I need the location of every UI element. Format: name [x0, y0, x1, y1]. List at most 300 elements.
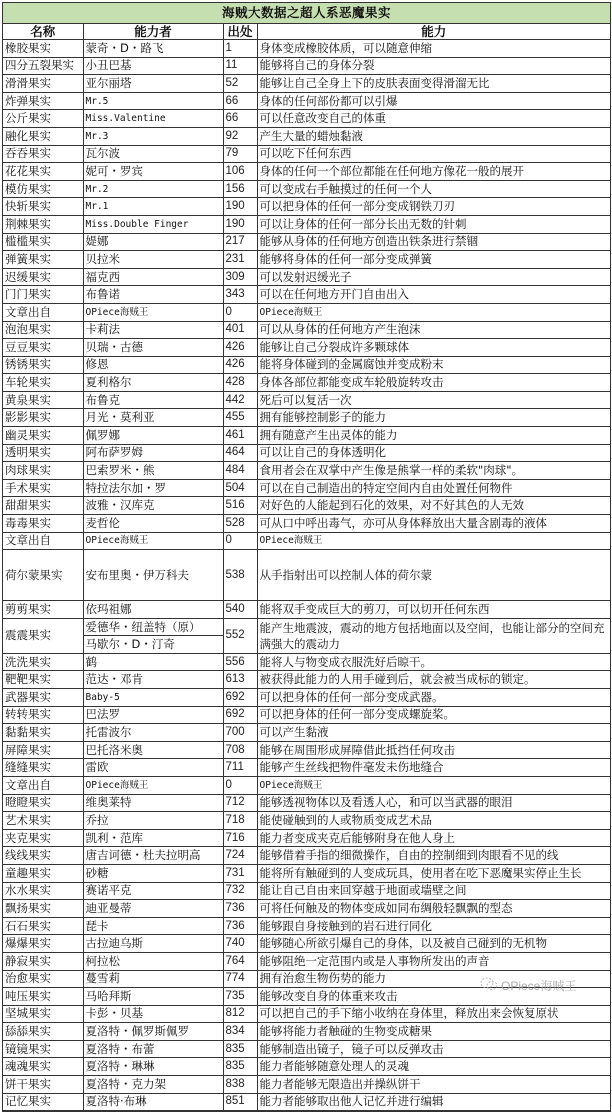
cell-fruit-name: 影影果实 — [3, 409, 83, 427]
cell-ability: 能将所有触碰到的人变成玩具，使用者在吃下恶魔果实停止生长 — [257, 864, 610, 882]
cell-fruit-name: 夹克果实 — [3, 829, 83, 847]
cell-fruit-name: 文章出自 — [3, 776, 83, 794]
cell-ability: 可以把自己的手下缩小收纳在身体里，释放出来会恢复原状 — [257, 1005, 610, 1023]
cell-user: 月光・莫利亚 — [83, 409, 223, 427]
cell-source: 613 — [223, 671, 257, 689]
cell-user: Mr.5 — [83, 92, 223, 110]
table-row — [3, 618, 610, 653]
cell-user: Miss.Double Finger — [83, 215, 223, 233]
table-row — [3, 145, 610, 163]
table-row — [3, 215, 610, 233]
cell-fruit-name: 黏黏果实 — [3, 724, 83, 742]
table-row — [3, 515, 610, 533]
cell-ability: 可以在任何地方开门自由出入 — [257, 286, 610, 304]
cell-source: 724 — [223, 847, 257, 865]
cell-fruit-name: 线线果实 — [3, 847, 83, 865]
cell-ability: 可以发射迟缓光子 — [257, 268, 610, 286]
cell-fruit-name: 四分五裂果实 — [3, 57, 83, 75]
table-row — [3, 724, 610, 742]
cell-user: 阿布萨罗姆 — [83, 444, 223, 462]
cell-fruit-name: 艺术果实 — [3, 812, 83, 830]
cell-ability: 可以任意改变自己的体重 — [257, 110, 610, 128]
cell-ability: 能够改变自身的体重来攻击 — [257, 988, 610, 1006]
table-row — [3, 40, 610, 58]
cell-fruit-name: 童趣果实 — [3, 864, 83, 882]
cell-fruit-name: 幽灵果实 — [3, 427, 83, 445]
cell-ability: 能够跟自身接触到的岩石进行同化 — [257, 917, 610, 935]
table-row — [3, 163, 610, 181]
cell-user: 亚尔丽塔 — [83, 75, 223, 93]
header-ability: 能力 — [257, 24, 610, 40]
table-row — [3, 479, 610, 497]
table-row — [3, 601, 610, 619]
cell-fruit-name: 吨压果实 — [3, 988, 83, 1006]
cell-user: Mr.2 — [83, 180, 223, 198]
cell-user: 巴托洛米奥 — [83, 741, 223, 759]
cell-fruit-name: 石石果实 — [3, 917, 83, 935]
cell-fruit-name: 锈锈果实 — [3, 356, 83, 374]
cell-user: 妮可・罗宾 — [83, 163, 223, 181]
cell-user: 夏洛特・琳琳 — [83, 1058, 223, 1076]
cell-fruit-name: 融化果实 — [3, 127, 83, 145]
cell-fruit-name: 瞪瞪果实 — [3, 794, 83, 812]
cell-fruit-name: 缝缝果实 — [3, 759, 83, 777]
cell-user: 麦哲伦 — [83, 515, 223, 533]
cell-fruit-name: 魂魂果实 — [3, 1058, 83, 1076]
cell-source: 190 — [223, 215, 257, 233]
cell-source: 538 — [223, 550, 257, 601]
cell-fruit-name: 坚城果实 — [3, 1005, 83, 1023]
cell-fruit-name: 透明果实 — [3, 444, 83, 462]
cell-ability: 能让自己自由来回穿越于地面或墙壁之间 — [257, 882, 610, 900]
cell-source: 231 — [223, 251, 257, 269]
cell-fruit-name: 文章出自 — [3, 303, 83, 321]
cell-ability: 能力者能够无限造出并操纵饼干 — [257, 1076, 610, 1094]
cell-source: 11 — [223, 57, 257, 75]
table-row — [3, 935, 610, 953]
cell-user: 鹤 — [83, 653, 223, 671]
table-row — [3, 653, 610, 671]
cell-source: 708 — [223, 741, 257, 759]
cell-fruit-name: 橡胶果实 — [3, 40, 83, 58]
cell-ability: 可以产生黏液 — [257, 724, 610, 742]
cell-fruit-name: 肉球果实 — [3, 462, 83, 480]
cell-user: 波雅・汉库克 — [83, 497, 223, 515]
cell-source: 484 — [223, 462, 257, 480]
cell-ability: 可以变成右手触摸过的任何一个人 — [257, 180, 610, 198]
table-row — [3, 689, 610, 707]
cell-user: 佩罗娜 — [83, 427, 223, 445]
cell-user: 乔拉 — [83, 812, 223, 830]
cell-ability: 可以把身体的任何一部分变成钢铁刀刃 — [257, 198, 610, 216]
table-row — [3, 75, 610, 93]
table-row — [3, 444, 610, 462]
table-row — [3, 829, 610, 847]
cell-ability: 能够让自己全身上下的皮肤表面变得滑溜无比 — [257, 75, 610, 93]
cell-ability: OPiece海贼王 — [257, 303, 610, 321]
cell-source: 0 — [223, 776, 257, 794]
table-row — [3, 776, 610, 794]
cell-source: 556 — [223, 653, 257, 671]
cell-source: 731 — [223, 864, 257, 882]
cell-user: 范达・邓肯 — [83, 671, 223, 689]
cell-ability: 能产生地震波，震动的地方包括地面以及空间，也能让部分的空间充满强大的震动力 — [257, 618, 610, 653]
cell-source: 464 — [223, 444, 257, 462]
table-row — [3, 356, 610, 374]
cell-source: 156 — [223, 180, 257, 198]
cell-source: 835 — [223, 1058, 257, 1076]
cell-source: 66 — [223, 92, 257, 110]
table-row — [3, 427, 610, 445]
cell-fruit-name: 花花果实 — [3, 163, 83, 181]
cell-ability: 可以把身体的任何一部分变成螺旋桨。 — [257, 706, 610, 724]
table-row — [3, 180, 610, 198]
cell-ability: 可以在自己制造出的特定空间内自由处置任何物件 — [257, 479, 610, 497]
cell-source: 442 — [223, 391, 257, 409]
cell-fruit-name: 武器果实 — [3, 689, 83, 707]
cell-ability: 拥有能够控制影子的能力 — [257, 409, 610, 427]
table-row — [3, 198, 610, 216]
cell-ability: 能够将能力者触碰的生物变成糖果 — [257, 1023, 610, 1041]
table-row — [3, 409, 610, 427]
cell-user: 蒙奇・D・路飞 — [83, 40, 223, 58]
cell-fruit-name: 迟缓果实 — [3, 268, 83, 286]
cell-user: 福克西 — [83, 268, 223, 286]
cell-ability: 拥有治愈生物伤势的能力 — [257, 970, 610, 988]
cell-ability: 能力者能够随意处理人的灵魂 — [257, 1058, 610, 1076]
cell-user: 媞娜 — [83, 233, 223, 251]
cell-fruit-name: 靶靶果实 — [3, 671, 83, 689]
cell-ability: 能够随心所欲引爆自己的身体，以及被自己碰到的无机物 — [257, 935, 610, 953]
cell-user: 维奥莱特 — [83, 794, 223, 812]
cell-ability: 可以让身体的任何一部分长出无数的针刺 — [257, 215, 610, 233]
cell-user-line: 爱德华・纽盖特（原） — [84, 619, 223, 636]
cell-ability: 可将任何触及的物体变成如同布绸般轻飘飘的型态 — [257, 900, 610, 918]
cell-ability: 能将人与物变成衣服洗好后晾干。 — [257, 653, 610, 671]
cell-ability: 能够透视物体以及看透人心，和可以当武器的眼泪 — [257, 794, 610, 812]
cell-source: 0 — [223, 303, 257, 321]
table-row — [3, 900, 610, 918]
cell-fruit-name: 滑滑果实 — [3, 75, 83, 93]
cell-fruit-name: 转转果实 — [3, 706, 83, 724]
cell-fruit-name: 弹簧果实 — [3, 251, 83, 269]
cell-source: 528 — [223, 515, 257, 533]
watermark-text: OPiece海贼王 — [501, 979, 577, 993]
cell-user: 唐吉诃德・杜夫拉明高 — [83, 847, 223, 865]
cell-ability: 可以把身体的任何一部分变成武器。 — [257, 689, 610, 707]
cell-user: 特拉法尔加・罗 — [83, 479, 223, 497]
table-row — [3, 303, 610, 321]
cell-user: 布鲁诺 — [83, 286, 223, 304]
table-row — [3, 374, 610, 392]
cell-source: 79 — [223, 145, 257, 163]
cell-fruit-name: 模仿果实 — [3, 180, 83, 198]
table-row — [3, 759, 610, 777]
table-row — [3, 92, 610, 110]
cell-source: 716 — [223, 829, 257, 847]
cell-source: 0 — [223, 532, 257, 550]
cell-user: 布鲁克 — [83, 391, 223, 409]
cell-ability: 可以从身体的任何地方产生泡沫 — [257, 321, 610, 339]
cell-user: 瓦尔波 — [83, 145, 223, 163]
table-row — [3, 321, 610, 339]
table-row — [3, 532, 610, 550]
cell-source: 455 — [223, 409, 257, 427]
table-row — [3, 251, 610, 269]
cell-ability: 能力者能够取出他人记忆并进行编辑 — [257, 1093, 610, 1111]
cell-fruit-name: 记忆果实 — [3, 1093, 83, 1111]
cell-fruit-name: 水水果实 — [3, 882, 83, 900]
cell-fruit-name: 文章出自 — [3, 532, 83, 550]
cell-user: 贝拉米 — [83, 251, 223, 269]
cell-ability: OPiece海贼王 — [257, 532, 610, 550]
wechat-icon — [480, 977, 498, 994]
table-row — [3, 233, 610, 251]
cell-ability: 可以让自己的身体透明化 — [257, 444, 610, 462]
cell-source: 835 — [223, 1040, 257, 1058]
cell-ability: 身体的任何部份都可以引爆 — [257, 92, 610, 110]
table-row — [3, 1023, 610, 1041]
cell-fruit-name: 剪剪果实 — [3, 601, 83, 619]
cell-ability: 可以吃下任何东西 — [257, 145, 610, 163]
table-body — [3, 40, 610, 1111]
cell-ability: 从手指射出可以控制人体的荷尔蒙 — [257, 550, 610, 601]
cell-fruit-name: 静寂果实 — [3, 952, 83, 970]
cell-ability: 能够从身体的任何地方创造出铁条进行禁锢 — [257, 233, 610, 251]
cell-fruit-name: 甜甜果实 — [3, 497, 83, 515]
cell-source: 764 — [223, 952, 257, 970]
cell-source: 718 — [223, 812, 257, 830]
table-row — [3, 286, 610, 304]
table-row — [3, 1040, 610, 1058]
cell-fruit-name: 快斩果实 — [3, 198, 83, 216]
cell-user: 安布里奥・伊万科夫 — [83, 550, 223, 601]
table-row — [3, 339, 610, 357]
cell-ability: 能够将自己的身体分裂 — [257, 57, 610, 75]
table-row — [3, 550, 610, 601]
cell-ability: 能够阻绝一定范围内或是人事物所发出的声音 — [257, 952, 610, 970]
cell-source: 343 — [223, 286, 257, 304]
cell-source: 426 — [223, 356, 257, 374]
cell-ability: 身体变成橡胶体质，可以随意伸缩 — [257, 40, 610, 58]
cell-fruit-name: 饼干果实 — [3, 1076, 83, 1094]
cell-source: 732 — [223, 882, 257, 900]
cell-user: 古拉迪乌斯 — [83, 935, 223, 953]
table-row — [3, 706, 610, 724]
spreadsheet — [2, 2, 611, 1112]
cell-source: 774 — [223, 970, 257, 988]
cell-fruit-name: 车轮果实 — [3, 374, 83, 392]
cell-fruit-name: 爆爆果实 — [3, 935, 83, 953]
cell-source: 736 — [223, 917, 257, 935]
cell-user: 琵卡 — [83, 917, 223, 935]
cell-source: 401 — [223, 321, 257, 339]
watermark — [480, 977, 576, 994]
cell-user: 蔓雪莉 — [83, 970, 223, 988]
cell-source: 106 — [223, 163, 257, 181]
cell-fruit-name: 豆豆果实 — [3, 339, 83, 357]
cell-fruit-name: 洗洗果实 — [3, 653, 83, 671]
cell-source: 711 — [223, 759, 257, 777]
cell-ability: 能够在周围形成屏障借此抵挡任何攻击 — [257, 741, 610, 759]
cell-user: OPiece海贼王 — [83, 532, 223, 550]
cell-source: 190 — [223, 198, 257, 216]
table-row — [3, 847, 610, 865]
cell-fruit-name: 舔舔果实 — [3, 1023, 83, 1041]
table-row — [3, 1076, 610, 1094]
cell-user: 马哈拜斯 — [83, 988, 223, 1006]
cell-source: 834 — [223, 1023, 257, 1041]
cell-source: 516 — [223, 497, 257, 515]
cell-user: 夏洛特·布琳 — [83, 1093, 223, 1111]
cell-user: OPiece海贼王 — [83, 303, 223, 321]
cell-source: 552 — [223, 618, 257, 653]
cell-source: 309 — [223, 268, 257, 286]
table-row — [3, 127, 610, 145]
cell-ability: 被获得此能力的人用手碰到后，就会被当成标的锁定。 — [257, 671, 610, 689]
table-row — [3, 952, 610, 970]
cell-source: 736 — [223, 900, 257, 918]
table-row — [3, 57, 610, 75]
cell-user: 凯利・范库 — [83, 829, 223, 847]
cell-user: 依玛祖娜 — [83, 601, 223, 619]
cell-source: 52 — [223, 75, 257, 93]
cell-fruit-name: 荆棘果实 — [3, 215, 83, 233]
cell-source: 217 — [223, 233, 257, 251]
table-row — [3, 462, 610, 480]
cell-ability: 可从口中呼出毒气，亦可从身体释放出大量含剧毒的液体 — [257, 515, 610, 533]
table-row — [3, 864, 610, 882]
cell-user: 卡莉法 — [83, 321, 223, 339]
cell-source: 692 — [223, 706, 257, 724]
cell-source: 740 — [223, 935, 257, 953]
cell-ability: 能将双手变成巨大的剪刀，可以切开任何东西 — [257, 601, 610, 619]
cell-user: 夏洛特・布蕾 — [83, 1040, 223, 1058]
cell-ability: 身体的任何一个部位都能在任何地方像花一般的展开 — [257, 163, 610, 181]
cell-user: Mr.1 — [83, 198, 223, 216]
cell-fruit-name: 公斤果实 — [3, 110, 83, 128]
cell-ability: 拥有随意产生出灵体的能力 — [257, 427, 610, 445]
table-row — [3, 1058, 610, 1076]
cell-user: 托雷波尔 — [83, 724, 223, 742]
cell-source: 735 — [223, 988, 257, 1006]
header-name: 名称 — [3, 24, 83, 40]
cell-fruit-name: 门门果实 — [3, 286, 83, 304]
cell-source: 700 — [223, 724, 257, 742]
cell-source: 426 — [223, 339, 257, 357]
cell-source: 712 — [223, 794, 257, 812]
cell-source: 428 — [223, 374, 257, 392]
cell-source: 812 — [223, 1005, 257, 1023]
cell-ability: 能使碰触到的人或物质变成艺术品 — [257, 812, 610, 830]
cell-source: 692 — [223, 689, 257, 707]
cell-user: 夏洛特・佩罗斯佩罗 — [83, 1023, 223, 1041]
cell-ability: 死后可以复活一次 — [257, 391, 610, 409]
cell-user: OPiece海贼王 — [83, 776, 223, 794]
cell-fruit-name: 镜镜果实 — [3, 1040, 83, 1058]
cell-ability: 能够产生丝线把物件毫发未伤地缝合 — [257, 759, 610, 777]
cell-user: 柯拉松 — [83, 952, 223, 970]
table-row — [3, 794, 610, 812]
cell-fruit-name: 荷尔蒙果实 — [3, 550, 83, 601]
table-row — [3, 497, 610, 515]
devil-fruit-table — [3, 24, 610, 1111]
cell-fruit-name: 炸弹果实 — [3, 92, 83, 110]
cell-fruit-name: 震震果实 — [3, 618, 83, 653]
cell-ability: 能将身体碰到的金属腐蚀并变成粉末 — [257, 356, 610, 374]
cell-user: 雷欧 — [83, 759, 223, 777]
table-row — [3, 268, 610, 286]
cell-user: 巴法罗 — [83, 706, 223, 724]
cell-ability: 食用者会在双掌中产生像是熊掌一样的柔软"肉球"。 — [257, 462, 610, 480]
cell-user: 贝瑞・古德 — [83, 339, 223, 357]
table-row — [3, 391, 610, 409]
cell-ability: 身体各部位都能变成车轮般旋转攻击 — [257, 374, 610, 392]
table-row — [3, 1005, 610, 1023]
cell-user: 砂糖 — [83, 864, 223, 882]
cell-fruit-name: 飘扬果实 — [3, 900, 83, 918]
cell-user: 巴索罗米・熊 — [83, 462, 223, 480]
cell-user: 修恩 — [83, 356, 223, 374]
header-source: 出处 — [223, 24, 257, 40]
cell-user: Miss.Valentine — [83, 110, 223, 128]
cell-fruit-name: 毒毒果实 — [3, 515, 83, 533]
table-row — [3, 671, 610, 689]
table-row — [3, 741, 610, 759]
cell-ability: 能够将身体的任何一部分变成弹簧 — [257, 251, 610, 269]
table-row — [3, 1093, 610, 1111]
cell-ability: 能够让自己分裂成许多颗球体 — [257, 339, 610, 357]
cell-user: 迪亚曼蒂 — [83, 900, 223, 918]
cell-source: 838 — [223, 1076, 257, 1094]
cell-source: 1 — [223, 40, 257, 58]
table-row — [3, 812, 610, 830]
cell-user: Baby-5 — [83, 689, 223, 707]
cell-ability: 能够制造出镜子，镜子可以反弹攻击 — [257, 1040, 610, 1058]
cell-fruit-name: 手术果实 — [3, 479, 83, 497]
sheet-title: 海贼大数据之超人系恶魔果实 — [3, 3, 610, 24]
header-user: 能力者 — [83, 24, 223, 40]
table-row — [3, 917, 610, 935]
cell-fruit-name: 吞吞果实 — [3, 145, 83, 163]
cell-user: 卡彭・贝基 — [83, 1005, 223, 1023]
cell-fruit-name: 槛槛果实 — [3, 233, 83, 251]
cell-user-line: 马歇尔・D・汀奇 — [85, 637, 175, 652]
header-row — [3, 24, 610, 40]
cell-source: 504 — [223, 479, 257, 497]
table-row — [3, 882, 610, 900]
cell-ability: 能力者变成夹克后能够附身在他人身上 — [257, 829, 610, 847]
cell-ability: 产生大量的蜡烛黏液 — [257, 127, 610, 145]
cell-source: 92 — [223, 127, 257, 145]
cell-source: 66 — [223, 110, 257, 128]
cell-user: 赛诺平克 — [83, 882, 223, 900]
cell-user: Mr.3 — [83, 127, 223, 145]
cell-fruit-name: 治愈果实 — [3, 970, 83, 988]
cell-ability: 能够借着手指的细微操作，自由的控制细到肉眼看不见的线 — [257, 847, 610, 865]
cell-ability: 对好色的人能起到石化的效果，对不好其色的人无效 — [257, 497, 610, 515]
cell-user: 小丑巴基 — [83, 57, 223, 75]
cell-source: 540 — [223, 601, 257, 619]
cell-user: 夏利格尔 — [83, 374, 223, 392]
cell-user: 夏洛特・克力架 — [83, 1076, 223, 1094]
cell-fruit-name: 屏障果实 — [3, 741, 83, 759]
cell-user — [83, 618, 223, 653]
cell-source: 461 — [223, 427, 257, 445]
cell-ability: OPiece海贼王 — [257, 776, 610, 794]
table-row — [3, 110, 610, 128]
cell-source: 851 — [223, 1093, 257, 1111]
